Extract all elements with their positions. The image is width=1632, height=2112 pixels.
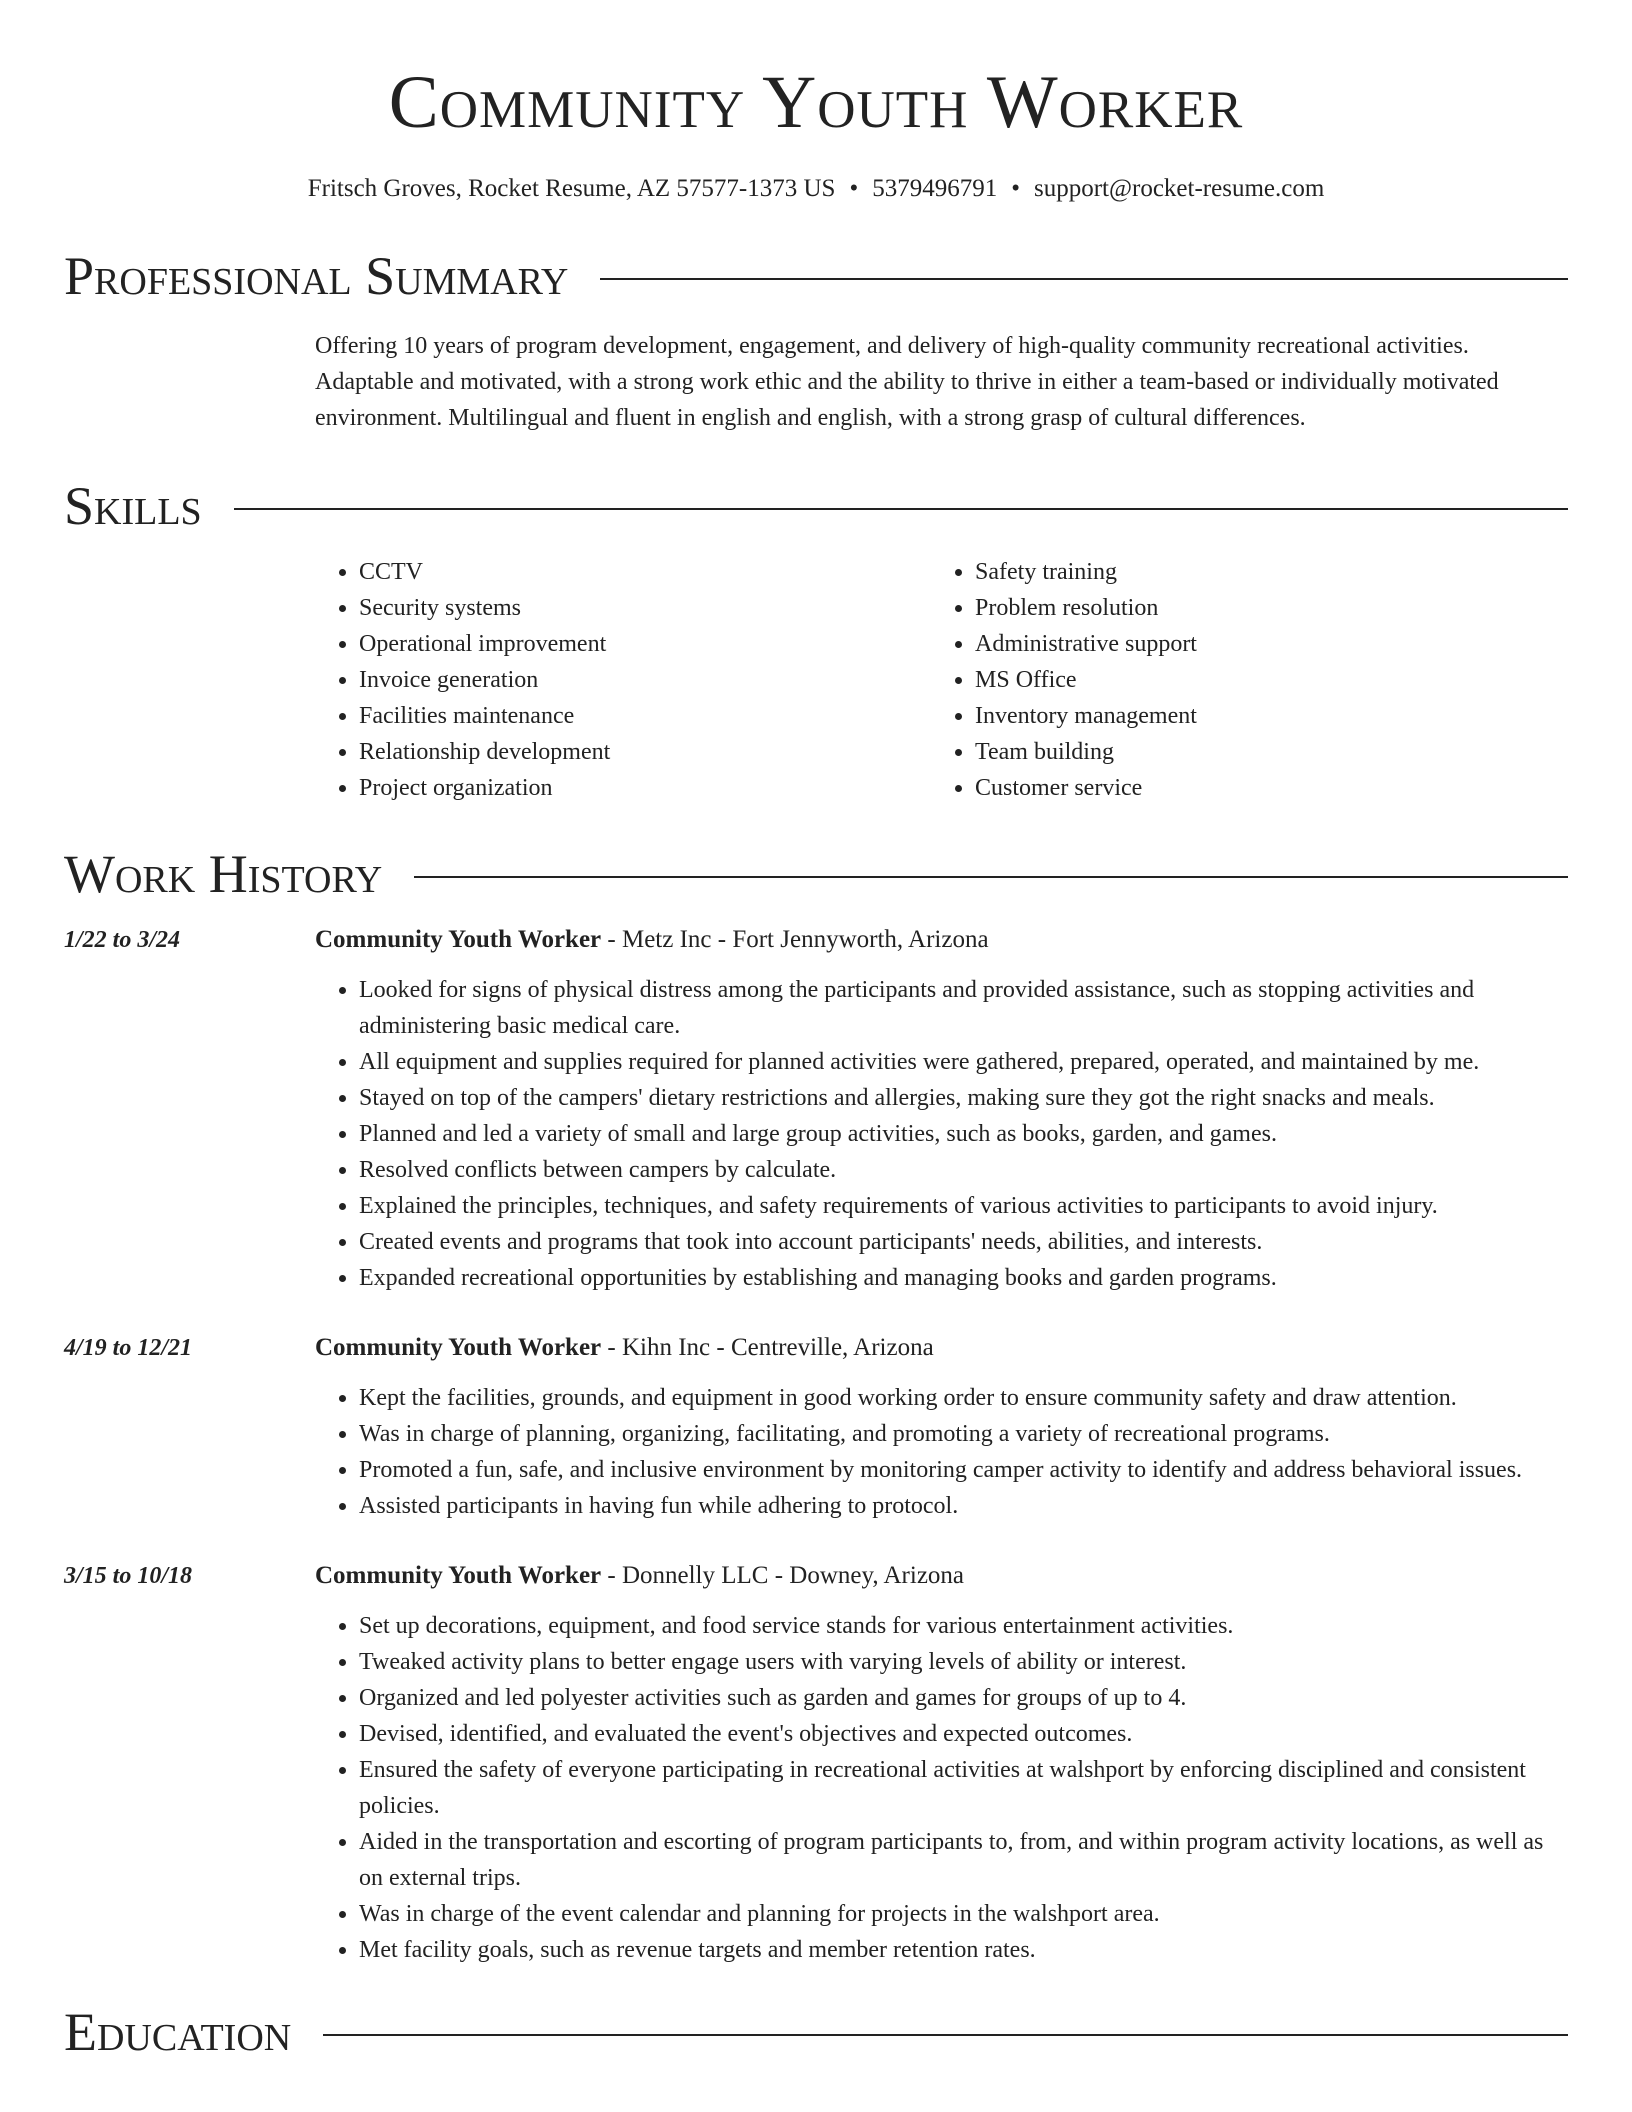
- job-bullets: [315, 1608, 1568, 1968]
- contact-address: Fritsch Groves, Rocket Resume, AZ 57577-1373 US: [307, 175, 836, 202]
- skill-item: • Inventory management: [975, 698, 1547, 734]
- skill-item: • Security systems: [359, 590, 931, 626]
- section-divider: [234, 508, 1568, 510]
- summary-section-header: [64, 246, 1568, 306]
- job-bullet: • Resolved conflicts between campers by calculate.: [359, 1152, 1568, 1188]
- job-employer: - Donnelly LLC - Downey, Arizona: [601, 1562, 965, 1589]
- job-employer: - Metz Inc - Fort Jennyworth, Arizona: [601, 926, 989, 953]
- job-bullet: • Met facility goals, such as revenue targets and member retention rates.: [359, 1932, 1568, 1968]
- skills-column-left: [315, 554, 931, 806]
- section-divider: [323, 2034, 1568, 2036]
- job-dates: 1/22 to 3/24: [64, 927, 181, 953]
- job-dates: 3/15 to 10/18: [64, 1563, 193, 1589]
- skill-item: • CCTV: [359, 554, 931, 590]
- job-title: Community Youth Worker: [315, 1334, 602, 1361]
- contact-phone: 5379496791: [872, 175, 998, 202]
- skill-item: • Invoice generation: [359, 662, 931, 698]
- skill-item: • Safety training: [975, 554, 1547, 590]
- job-heading: [315, 1330, 1568, 1366]
- job-bullets: [315, 972, 1568, 1296]
- skills-list: [315, 554, 1568, 806]
- education-section-header: [64, 2002, 1568, 2062]
- job-body: [315, 1558, 1568, 1968]
- job-bullet: • Promoted a fun, safe, and inclusive environment by monitoring camper activity to identify and address behavioral issues.: [359, 1452, 1568, 1488]
- job-bullet: • Was in charge of planning, organizing, facilitating, and promoting a variety of recreational programs.: [359, 1416, 1568, 1452]
- job-bullet: • All equipment and supplies required for planned activities were gathered, prepared, operated, and maintained by me.: [359, 1044, 1568, 1080]
- job-bullet: • Assisted participants in having fun while adhering to protocol.: [359, 1488, 1568, 1524]
- job-bullets: [315, 1380, 1568, 1524]
- resume-name: Community Youth Worker: [388, 61, 1244, 144]
- section-divider: [414, 876, 1568, 878]
- skill-item: • Relationship development: [359, 734, 931, 770]
- job-body: [315, 1330, 1568, 1524]
- job-heading: [315, 1558, 1568, 1594]
- skill-item: • Facilities maintenance: [359, 698, 931, 734]
- section-title-summary: Professional Summary: [64, 246, 569, 306]
- section-divider: [600, 278, 1568, 280]
- work-section-header: [64, 844, 1568, 904]
- contact-separator: •: [849, 175, 859, 202]
- job-bullet: • Stayed on top of the campers' dietary restrictions and allergies, making sure they got the right snacks and meals.: [359, 1080, 1568, 1116]
- job-dates: 4/19 to 12/21: [64, 1335, 193, 1361]
- skills-section-header: [64, 476, 1568, 536]
- job-bullet: • Looked for signs of physical distress among the participants and provided assistance, such as stopping activities and administering basic medical care.: [359, 972, 1568, 1044]
- section-title-skills: Skills: [64, 476, 202, 536]
- section-title-work: Work History: [64, 844, 383, 904]
- job-bullet: • Tweaked activity plans to better engage users with varying levels of ability or interest.: [359, 1644, 1568, 1680]
- summary-text: Offering 10 years of program development, engagement, and delivery of high-quality community recreational activities. Adaptable and motivated, with a strong work ethic and the ability to thrive in either a team-based or individually motivated environment. Multilingual and fluent in english and english, with a strong grasp of cultural differences.: [315, 333, 1499, 431]
- job-employer: - Kihn Inc - Centreville, Arizona: [601, 1334, 934, 1361]
- job-title: Community Youth Worker: [315, 926, 602, 953]
- contact-line: [64, 172, 1568, 206]
- contact-email: support@rocket-resume.com: [1033, 175, 1325, 202]
- skill-item: • Team building: [975, 734, 1547, 770]
- skill-item: • Operational improvement: [359, 626, 931, 662]
- job-bullet: • Set up decorations, equipment, and food service stands for various entertainment activities.: [359, 1608, 1568, 1644]
- job-bullet: • Was in charge of the event calendar and planning for projects in the walshport area.: [359, 1896, 1568, 1932]
- skills-column-right: [931, 554, 1547, 806]
- job-bullet: • Organized and led polyester activities such as garden and games for groups of up to 4.: [359, 1680, 1568, 1716]
- job-bullet: • Planned and led a variety of small and large group activities, such as books, garden, and games.: [359, 1116, 1568, 1152]
- job-heading: [315, 922, 1568, 958]
- job-entry: [64, 1330, 1568, 1524]
- resume-page: [64, 0, 1568, 2062]
- job-bullet: • Expanded recreational opportunities by establishing and managing books and garden programs.: [359, 1260, 1568, 1296]
- skill-item: • Customer service: [975, 770, 1547, 806]
- job-bullet: • Aided in the transportation and escorting of program participants to, from, and within program activity locations, as well as on external trips.: [359, 1824, 1568, 1896]
- contact-separator: •: [1011, 175, 1020, 202]
- skill-item: • Administrative support: [975, 626, 1547, 662]
- job-bullet: • Kept the facilities, grounds, and equipment in good working order to ensure community safety and draw attention.: [359, 1380, 1568, 1416]
- skill-item: • MS Office: [975, 662, 1547, 698]
- section-title-education: Education: [64, 2002, 292, 2062]
- job-body: [315, 922, 1568, 1296]
- job-bullet: • Explained the principles, techniques, and safety requirements of various activities to participants to avoid injury.: [359, 1188, 1568, 1224]
- job-entry: [64, 1558, 1568, 1968]
- job-bullet: • Ensured the safety of everyone participating in recreational activities at walshport by enforcing disciplined and consistent policies.: [359, 1752, 1568, 1824]
- skill-item: • Problem resolution: [975, 590, 1547, 626]
- job-bullet: • Created events and programs that took into account participants' needs, abilities, and interests.: [359, 1224, 1568, 1260]
- job-bullet: • Devised, identified, and evaluated the event's objectives and expected outcomes.: [359, 1716, 1568, 1752]
- job-title: Community Youth Worker: [315, 1562, 602, 1589]
- job-entry: [64, 922, 1568, 1296]
- skill-item: • Project organization: [359, 770, 931, 806]
